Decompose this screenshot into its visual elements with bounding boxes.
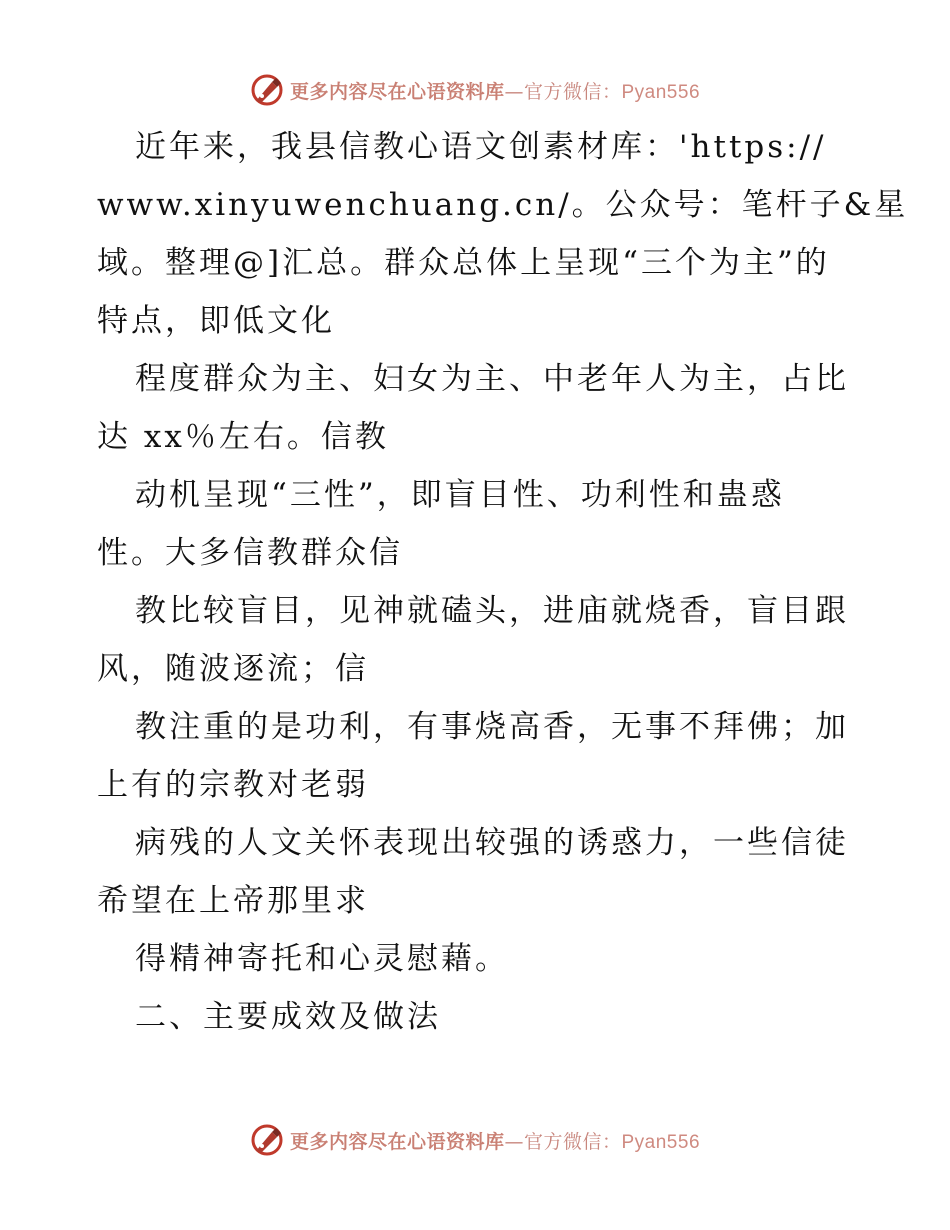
banner-wechat-id: Pyan556: [621, 1131, 701, 1153]
header-banner-text: [290, 77, 700, 104]
footer-banner: [0, 1120, 950, 1160]
pen-logo-icon: [250, 1123, 284, 1157]
text-line: 域。整理@]汇总。群众总体上呈现“三个为主”的: [97, 245, 830, 281]
document-body: [97, 118, 909, 1046]
text-line: 程度群众为主、妇女为主、中老年人为主，占比: [135, 361, 849, 397]
banner-dash: —: [504, 1130, 524, 1153]
text-line: 教比较盲目，见神就磕头，进庙就烧香，盲目跟: [135, 593, 849, 629]
banner-site-name: 更多内容尽在心语资料库: [289, 1130, 505, 1153]
text-line: 近年来，我县信教心语文创素材库：'https://: [135, 129, 827, 165]
text-line: www.xinyuwenchuang.cn/。公众号：笔杆子&星: [97, 187, 909, 223]
text-line: 教注重的是功利，有事烧高香，无事不拜佛；加: [135, 709, 849, 745]
banner-site-name: 更多内容尽在心语资料库: [289, 80, 505, 103]
banner-wechat-id: Pyan556: [621, 81, 701, 103]
footer-banner-inner: [250, 1123, 700, 1157]
text-line: 得精神寄托和心灵慰藉。: [135, 941, 509, 977]
header-banner-inner: [250, 73, 700, 107]
footer-banner-text: [290, 1127, 700, 1154]
text-line: 希望在上帝那里求: [97, 883, 369, 919]
pen-logo-icon: [250, 73, 284, 107]
banner-wechat-label: 官方微信：: [523, 80, 622, 103]
text-line: 达 xx％左右。信教: [97, 419, 389, 455]
banner-dash: —: [504, 80, 524, 103]
section-heading: 二、主要成效及做法: [135, 999, 441, 1035]
text-line: 特点，即低文化: [97, 303, 335, 339]
text-line: 风，随波逐流；信: [97, 651, 369, 687]
header-banner: [0, 70, 950, 110]
text-line: 病残的人文关怀表现出较强的诱惑力，一些信徒: [135, 825, 849, 861]
text-line: 性。大多信教群众信: [97, 535, 403, 571]
text-line: 上有的宗教对老弱: [97, 767, 369, 803]
text-line: 动机呈现“三性”，即盲目性、功利性和蛊惑: [135, 477, 785, 513]
banner-wechat-label: 官方微信：: [523, 1130, 622, 1153]
